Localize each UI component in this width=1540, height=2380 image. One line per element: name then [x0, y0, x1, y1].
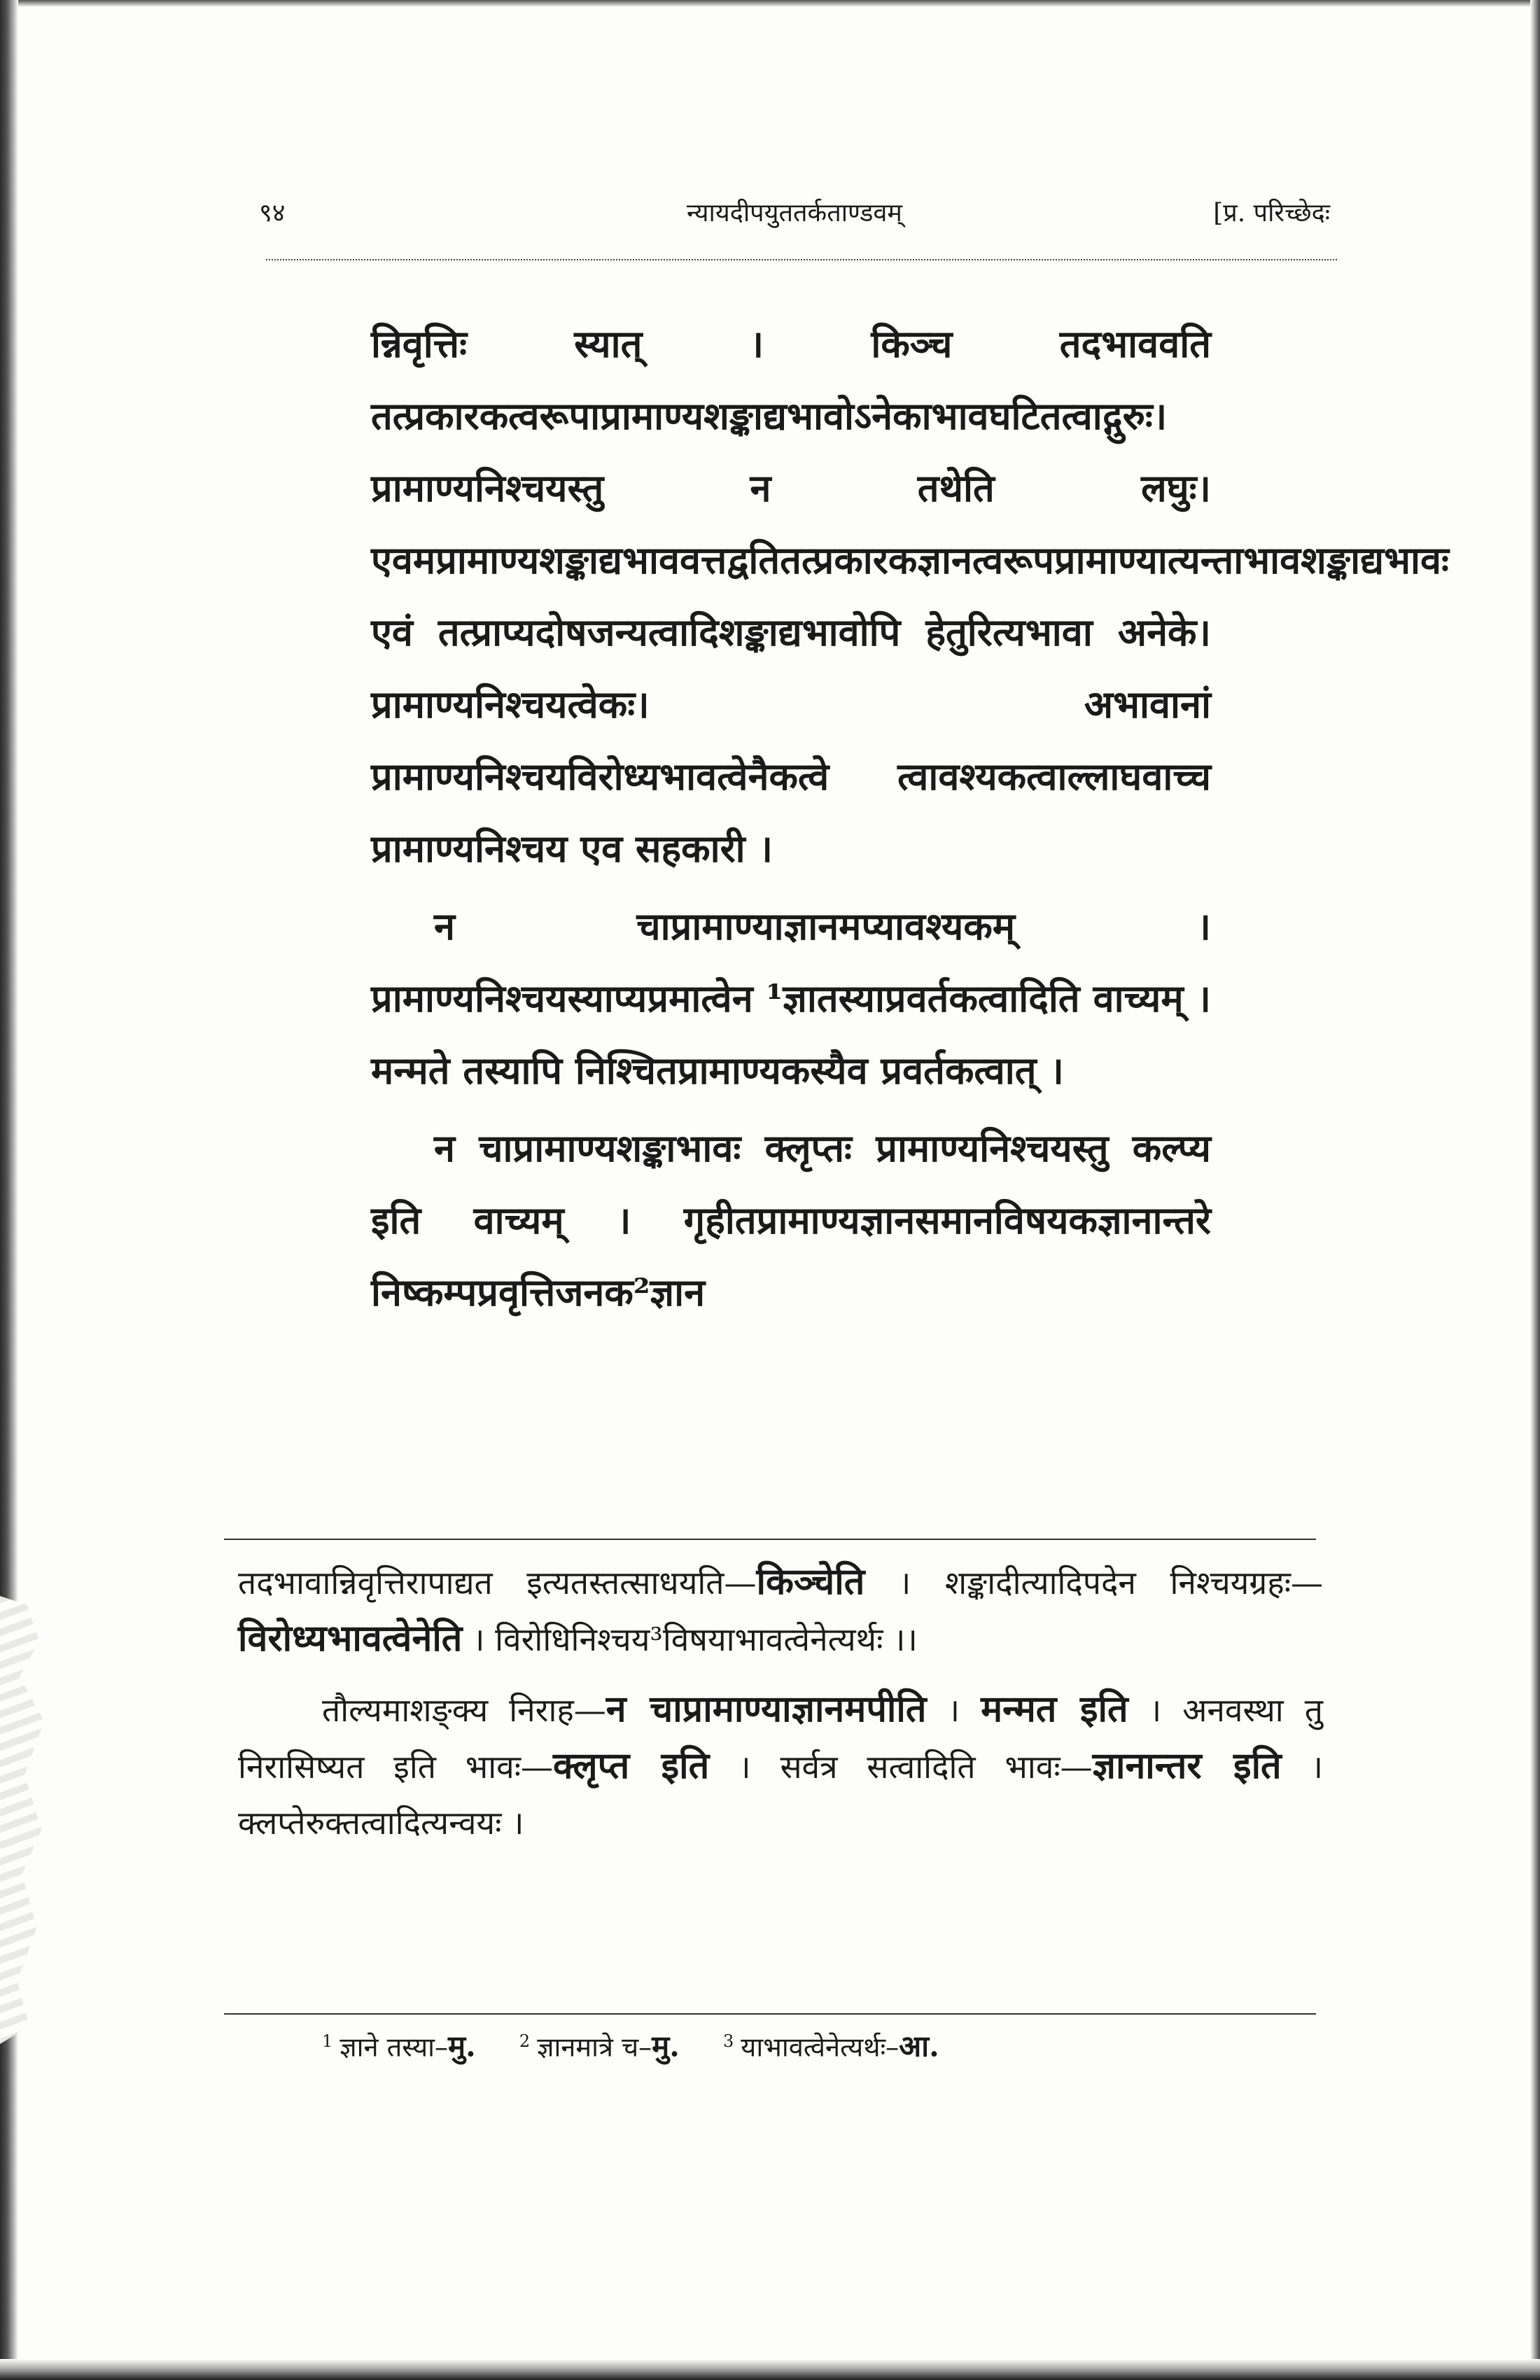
footnote-text: याभावत्वेनेत्यर्थः–	[741, 2031, 899, 2063]
footnote	[322, 2020, 476, 2068]
commentary-text: तदभावान्निवृत्तिरापाद्यत इत्यतस्तत्साधयति—	[238, 1564, 757, 1602]
chapter-mark: [प्र. परिच्छेदः	[1213, 199, 1330, 227]
header-rule	[266, 259, 1337, 266]
main-paragraph: न्निवृत्तिः स्यात् । किञ्च तदभाववति तत्प्रकारकत्वरूपाप्रामाण्यशङ्काद्यभावोऽनेकाभावघटितत्वाद्गुरुः। प्रामाण्यनिश्चयस्तु न तथेति लघुः। एवमप्रामाण्यशङ्काद्यभाववत्तद्वतितत्प्रकारकज्ञानत्वरूपप्रामाण्यात्यन्ताभावशङ्काद्यभावः एवं तत्प्राप्यदोषजन्यत्वादिशङ्काद्यभावोपि हेतुरित्यभावा अनेके। प्रामाण्यनिश्चयत्वेकः। अभावानां प्रामाण्यनिश्चयविरोध्यभावत्वेनैकत्वे त्वावश्यकत्वाल्लाघवाच्च प्रामाण्यनिश्चय एव सहकारी ।	[371, 321, 1449, 871]
main-text	[371, 308, 1449, 1329]
commentary-text: । विरोधिनिश्चय³विषयाभावत्वेनेत्यर्थः ।।	[462, 1620, 918, 1658]
commentary-text: ।	[926, 1691, 981, 1729]
footnote	[723, 2020, 939, 2068]
commentary-lemma: विरोध्यभावत्वेनेति	[238, 1617, 463, 1660]
footnote-divider	[224, 2013, 1316, 2015]
running-title: न्यायदीपयुततर्कताण्डवम्	[687, 199, 902, 227]
commentary-lemma: क्लृप्त इति	[553, 1744, 710, 1787]
page-right-edge-shadow	[1530, 0, 1540, 2380]
commentary-lemma: ज्ञानान्तर इति	[1092, 1744, 1282, 1787]
commentary-text: तौल्यमाशङ्क्य निराह—	[322, 1691, 606, 1729]
commentary-divider	[224, 1539, 1316, 1540]
footnote-number: 2	[519, 2031, 531, 2051]
commentary-paragraph	[238, 1681, 1323, 1851]
footnote-number: 1	[322, 2031, 333, 2051]
commentary-lemma: न चाप्रामाण्याज्ञानमपीति	[606, 1688, 927, 1730]
main-paragraph: न चाप्रामाण्यशङ्काभावः क्लृप्तः प्रामाण्यनिश्चयस्तु कल्प्य इति वाच्यम् । गृहीतप्रामाण्यज्ञानसमानविषयकज्ञानान्तरे निष्कम्पप्रवृत्तिजनक²ज्ञान	[371, 1126, 1211, 1315]
commentary	[238, 1554, 1323, 1851]
commentary-text: । शङ्कादीत्यादिपदेन निश्चयग्रहः—	[864, 1564, 1324, 1602]
footnote-text: ज्ञानमात्रे च–	[537, 2031, 652, 2063]
page-number: ९४	[259, 199, 286, 227]
torn-paper-edge	[0, 1596, 49, 2044]
footnotes	[322, 2020, 1302, 2068]
footnote-siglum: मु.	[447, 2029, 476, 2064]
commentary-lemma: मन्मत इति	[981, 1688, 1128, 1730]
commentary-text: । सर्वत्र सत्वादिति भावः—	[709, 1748, 1093, 1786]
commentary-text: । अनवस्था तु निरासिष्यत इति भावः—	[238, 1691, 1323, 1786]
commentary-text: । क्लप्तेरुक्तत्वादित्यन्वयः ।	[238, 1748, 1324, 1842]
footnote-text: ज्ञाने तस्या–	[340, 2031, 448, 2063]
footnote-siglum: मु.	[652, 2029, 680, 2064]
page-bottom-edge-shadow	[0, 2359, 1540, 2380]
commentary-lemma: किञ्चेति	[756, 1560, 865, 1603]
footnote-number: 3	[723, 2031, 734, 2051]
footnote-siglum: आ.	[899, 2029, 939, 2064]
footnote	[519, 2020, 680, 2068]
page-top-edge-shadow	[0, 0, 1540, 7]
running-header	[259, 195, 1330, 237]
main-paragraph: न चाप्रामाण्याज्ञानमप्यावश्यकम् । प्रामाण्यनिश्चयस्याप्यप्रमात्वेन ¹ज्ञातस्याप्रवर्तकत्वादिति वाच्यम् । मन्मते तस्यापि निश्चितप्रामाण्यकस्यैव प्रवर्तकत्वात् ।	[371, 904, 1211, 1093]
commentary-paragraph	[238, 1554, 1323, 1667]
